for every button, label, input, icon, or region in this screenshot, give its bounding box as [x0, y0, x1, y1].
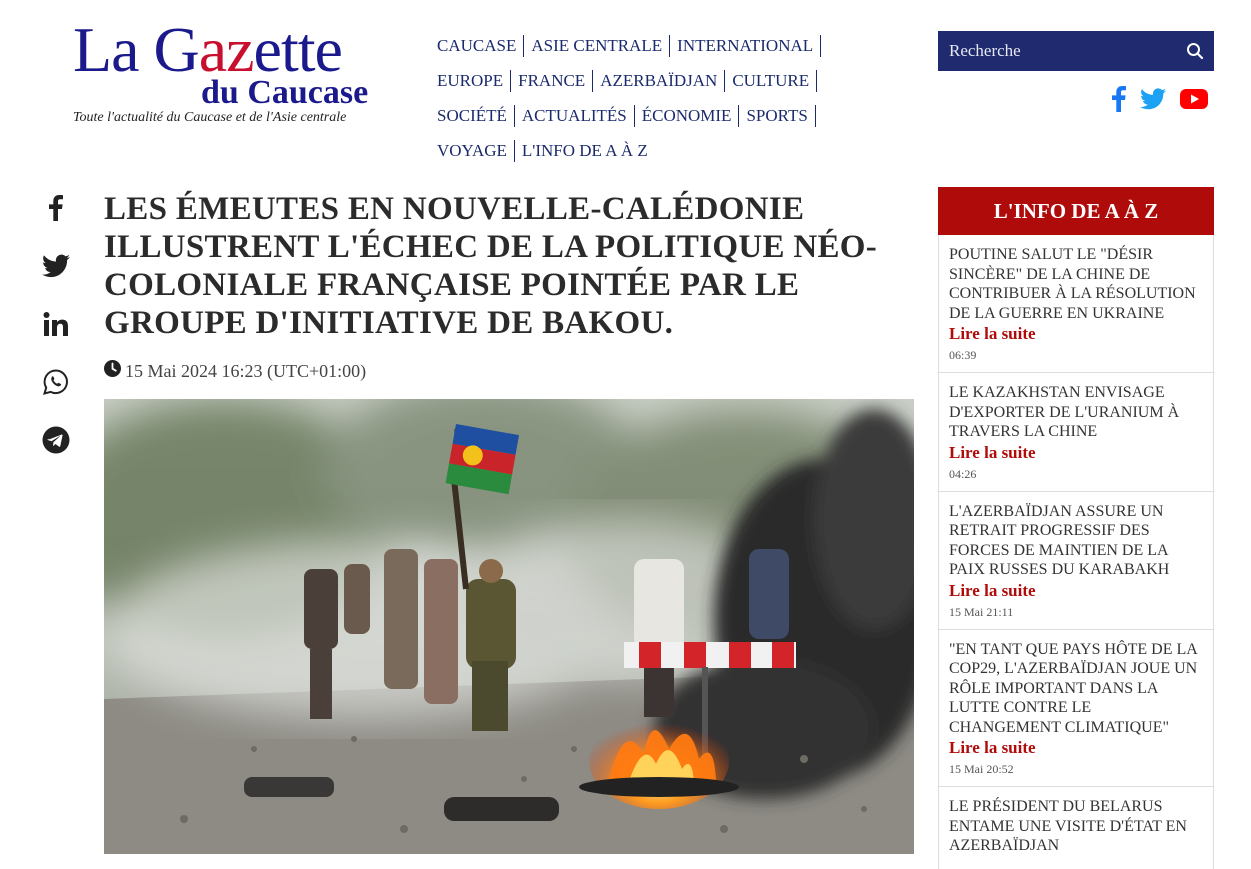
sidebar-list: [938, 235, 1214, 869]
read-more-link[interactable]: Lire la suite: [949, 442, 1036, 462]
search-input[interactable]: [938, 40, 1175, 62]
list-item[interactable]: [939, 630, 1213, 788]
sidebar-heading[interactable]: L'INFO DE A À Z: [938, 187, 1214, 235]
logo-tagline: Toute l'actualité du Caucase et de l'Asie centrale: [73, 110, 347, 125]
list-item-time: 06:39: [949, 348, 977, 362]
list-item-title[interactable]: "EN TANT QUE PAYS HÔTE DE LA COP29, L'AZERBAÏDJAN JOUE UN RÔLE IMPORTANT DANS LA LUTTE CONTRE LE CHANGEMENT CLIMATIQUE": [949, 640, 1198, 736]
facebook-icon[interactable]: [1112, 86, 1126, 116]
search-icon[interactable]: [1175, 31, 1214, 71]
nav-item-economie[interactable]: ÉCONOMIE: [635, 105, 740, 127]
twitter-icon[interactable]: [1140, 88, 1166, 114]
list-item[interactable]: [939, 373, 1213, 492]
main-nav: [437, 28, 857, 168]
nav-item-europe[interactable]: EUROPE: [437, 70, 511, 92]
list-item-time: 15 Mai 20:52: [949, 762, 1014, 776]
nav-item-actualites[interactable]: ACTUALITÉS: [515, 105, 635, 127]
whatsapp-icon[interactable]: [40, 366, 72, 398]
nav-row: [437, 98, 857, 133]
nav-row: [437, 28, 857, 63]
youtube-icon[interactable]: [1180, 89, 1208, 113]
list-item-title[interactable]: POUTINE SALUT LE "DÉSIR SINCÈRE" DE LA CHINE DE CONTRIBUER À LA RÉSOLUTION DE LA GUERRE EN UKRAINE: [949, 246, 1196, 322]
read-more-link[interactable]: Lire la suite: [949, 324, 1036, 343]
nav-item-culture[interactable]: CULTURE: [725, 70, 817, 92]
article-date-text: 15 Mai 2024 16:23 (UTC+01:00): [125, 360, 367, 381]
nav-item-voyage[interactable]: VOYAGE: [437, 140, 515, 162]
list-item-time: 04:26: [949, 466, 977, 481]
share-column: [40, 192, 72, 482]
list-item-title[interactable]: L'AZERBAÏDJAN ASSURE UN RETRAIT PROGRESSIF DES FORCES DE MAINTIEN DE LA PAIX RUSSES DU KARABAKH: [949, 502, 1170, 578]
list-item-title[interactable]: LE PRÉSIDENT DU BELARUS ENTAME UNE VISITE D'ÉTAT EN AZERBAÏDJAN: [949, 798, 1187, 854]
list-item-title[interactable]: LE KAZAKHSTAN ENVISAGE D'EXPORTER DE L'URANIUM À TRAVERS LA CHINE: [949, 384, 1180, 440]
article-photo: [104, 399, 914, 854]
read-more-link[interactable]: Lire la suite: [949, 738, 1036, 757]
nav-item-france[interactable]: FRANCE: [511, 70, 593, 92]
search-bar: [938, 31, 1214, 71]
list-item[interactable]: [939, 235, 1213, 373]
list-item[interactable]: [939, 492, 1213, 630]
logo-subtitle: du Caucase: [201, 74, 369, 111]
article-headline: LES ÉMEUTES EN NOUVELLE-CALÉDONIE ILLUSTRENT L'ÉCHEC DE LA POLITIQUE NÉO-COLONIALE FRANÇAISE POINTÉE PAR LE GROUPE D'INITIATIVE DE BAKOU.: [104, 191, 878, 341]
clock-icon: [104, 360, 121, 382]
logo-title: La Gazette: [73, 14, 342, 85]
read-more-link[interactable]: Lire la suite: [949, 580, 1036, 600]
nav-item-international[interactable]: INTERNATIONAL: [670, 35, 821, 57]
site-logo[interactable]: [73, 14, 373, 125]
list-item[interactable]: [939, 787, 1213, 865]
twitter-icon[interactable]: [40, 250, 72, 282]
list-item-time: 15 Mai 21:11: [949, 604, 1014, 619]
social-links: [1112, 86, 1208, 116]
nav-item-asie-centrale[interactable]: ASIE CENTRALE: [524, 35, 670, 57]
nav-item-azerbaidjan[interactable]: AZERBAÏDJAN: [593, 70, 725, 92]
article-date: [104, 360, 366, 382]
telegram-icon[interactable]: [40, 424, 72, 456]
facebook-icon[interactable]: [40, 192, 72, 224]
linkedin-icon[interactable]: [40, 308, 72, 340]
nav-row: [437, 63, 857, 98]
nav-item-sports[interactable]: SPORTS: [739, 105, 815, 127]
nav-item-info-a-z[interactable]: L'INFO DE A À Z: [521, 140, 648, 160]
nav-item-societe[interactable]: SOCIÉTÉ: [437, 105, 515, 127]
nav-item-caucase[interactable]: CAUCASE: [437, 35, 524, 57]
nav-row: [437, 133, 857, 168]
